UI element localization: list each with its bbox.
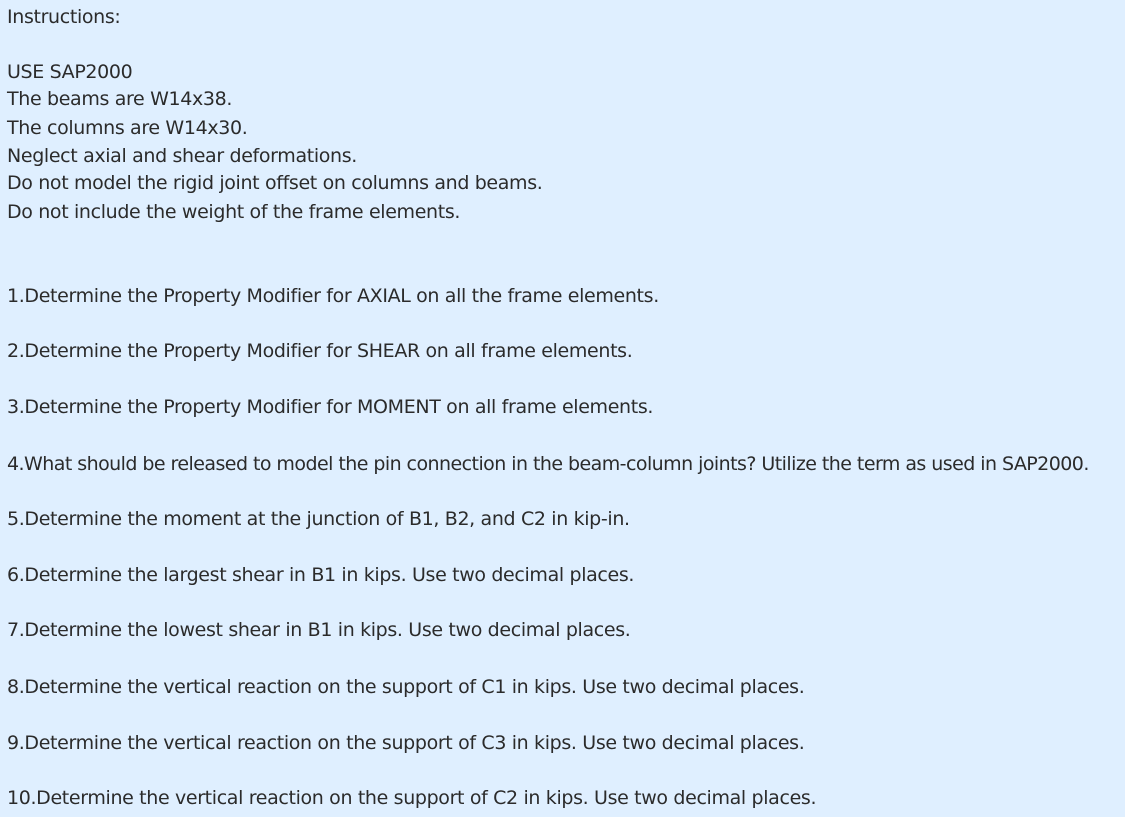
instructions-heading: Instructions: — [7, 6, 121, 28]
question-10: 10.Determine the vertical reaction on the support of C2 in kips. Use two decimal places. — [7, 787, 817, 809]
instruction-columns: The columns are W14x30. — [7, 117, 248, 139]
question-4: 4.What should be released to model the pin connection in the beam-column joints? Utilize the term as used in SAP2000. — [7, 453, 1089, 475]
instruction-deformations: Neglect axial and shear deformations. — [7, 145, 357, 167]
question-7: 7.Determine the lowest shear in B1 in kips. Use two decimal places. — [7, 619, 631, 641]
question-1: 1.Determine the Property Modifier for AXIAL on all the frame elements. — [7, 285, 659, 307]
question-5: 5.Determine the moment at the junction of B1, B2, and C2 in kip-in. — [7, 508, 630, 530]
instruction-rigid-offset: Do not model the rigid joint offset on columns and beams. — [7, 172, 543, 194]
question-2: 2.Determine the Property Modifier for SHEAR on all frame elements. — [7, 340, 633, 362]
question-9: 9.Determine the vertical reaction on the support of C3 in kips. Use two decimal places. — [7, 732, 805, 754]
instruction-software: USE SAP2000 — [7, 61, 133, 83]
instruction-beams: The beams are W14x38. — [7, 88, 233, 110]
question-8: 8.Determine the vertical reaction on the support of C1 in kips. Use two decimal places. — [7, 676, 805, 698]
question-3: 3.Determine the Property Modifier for MOMENT on all frame elements. — [7, 396, 654, 418]
question-6: 6.Determine the largest shear in B1 in kips. Use two decimal places. — [7, 564, 635, 586]
instruction-self-weight: Do not include the weight of the frame elements. — [7, 201, 461, 223]
